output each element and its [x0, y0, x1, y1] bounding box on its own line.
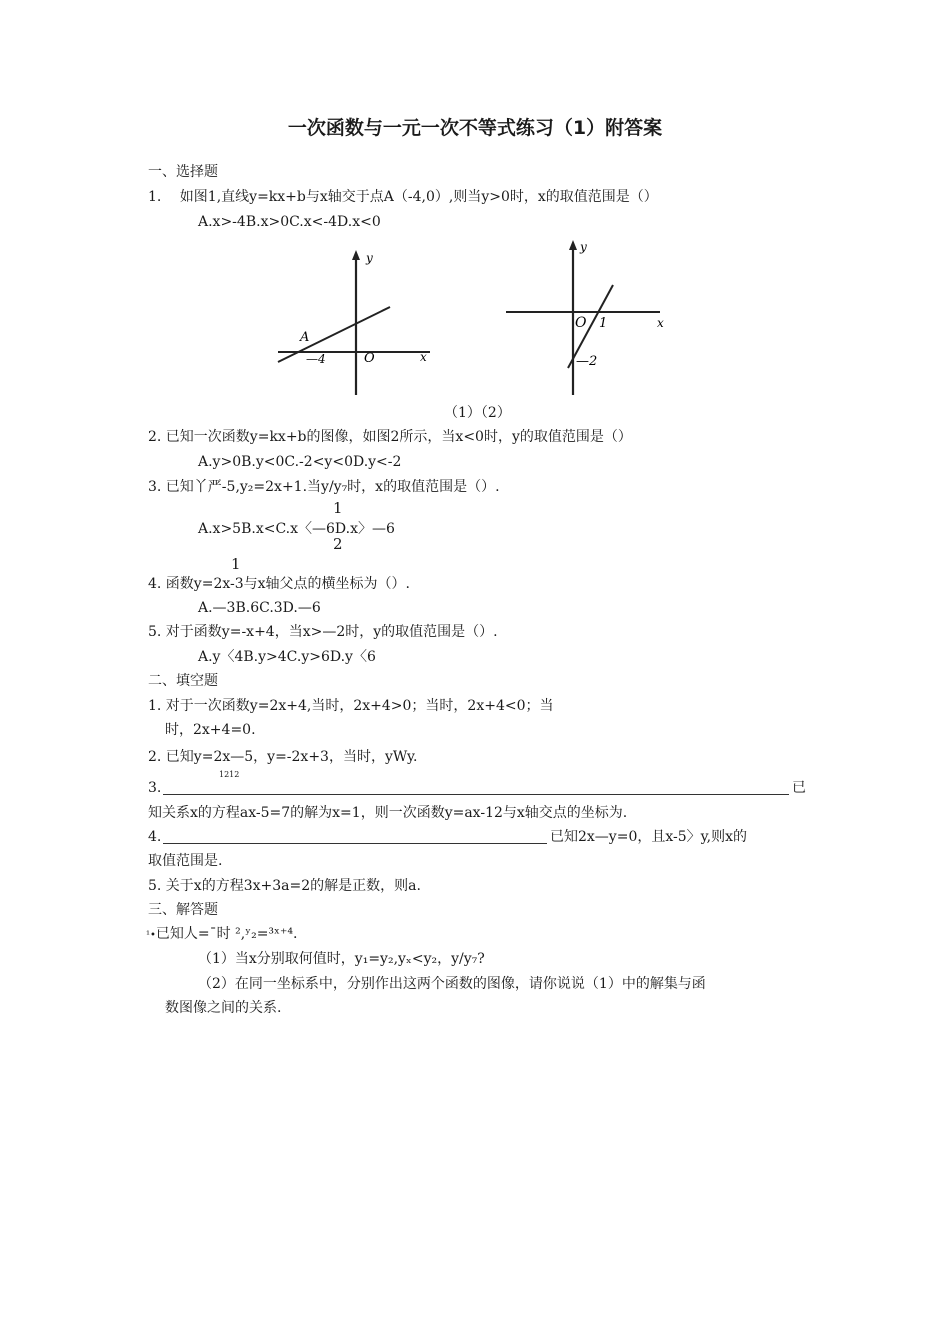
answer-1-part-2-cont: 数图像之间的关系.	[165, 1000, 282, 1016]
page-title: 一次函数与一元一次不等式练习（1）附答案	[287, 117, 663, 139]
fig1-x-label: x	[420, 350, 427, 364]
question-4-fraction: 1	[231, 555, 241, 573]
fig1-point-a: A	[300, 330, 310, 345]
fill-5: 5. 关于x的方程3x+3a=2的解是正数，则a.	[148, 878, 421, 894]
section-answer-heading: 三、解答题	[148, 902, 218, 918]
figure-caption: （1）（2）	[444, 405, 511, 421]
fill-3-blank	[163, 794, 789, 795]
fig2-origin: O	[575, 315, 587, 331]
question-4: 4. 函数y=2x-3与x轴父点的横坐标为（）.	[148, 576, 410, 592]
question-3-fraction-numerator: 1	[333, 499, 343, 517]
answer-1-part-2: （2）在同一坐标系中，分别作出这两个函数的图像，请你说说（1）中的解集与函	[198, 976, 706, 992]
question-1-options: A.x>-4B.x>0C.x<-4D.x<0	[198, 214, 381, 230]
answer-1-marker: ¹•	[146, 930, 156, 941]
fig1-y-label: y	[366, 251, 373, 265]
fig2-y-label: y	[580, 240, 587, 254]
fill-3-number: 3.	[148, 780, 162, 796]
fig2-y-tick: —2	[576, 354, 598, 369]
fill-4-end: 已知2x—y=0，且x-5〉y,则x的	[550, 829, 748, 845]
fig1-x-tick: —4	[306, 352, 326, 366]
fill-4-number: 4.	[148, 829, 162, 845]
question-2-options: A.y>0B.y<0C.-2<y<0D.y<-2	[198, 454, 402, 470]
answer-1-part-1: （1）当x分别取何值时，y₁=y₂,yₓ<y₂，y/y₇?	[198, 951, 485, 967]
fig2-x-tick: 1	[599, 316, 608, 331]
fill-4-cont: 取值范围是.	[148, 853, 223, 869]
question-4-options: A.—3B.6C.3D.—6	[198, 600, 321, 616]
question-1: 1. 如图1,直线y=kx+b与x轴交于点A（-4,0）,则当y>0时，x的取值范围是（）	[148, 189, 658, 205]
answer-1: 已知人=ˉ时 ²,ʸ₂=³ˣ⁺⁴.	[155, 926, 298, 942]
fill-4-blank	[163, 843, 547, 844]
figure-1-graph	[270, 245, 440, 400]
fill-2: 2. 已知y=2x—5，y=-2x+3，当时，yWy.	[148, 749, 418, 765]
fill-2-subscripts: 1212	[219, 770, 240, 779]
section-choice-heading: 一、选择题	[148, 164, 218, 180]
section-fill-heading: 二、填空题	[148, 673, 218, 689]
fill-3-cont: 知关系x的方程ax-5=7的解为x=1，则一次函数y=ax-12与x轴交点的坐标为.	[148, 805, 628, 821]
question-3: 3. 已知丫严-5,y₂=2x+1.当y/y₇时，x的取值范围是（）.	[148, 479, 500, 495]
question-5: 5. 对于函数y=-x+4，当x>—2时，y的取值范围是（）.	[148, 624, 498, 640]
figure-2-graph	[500, 235, 680, 400]
question-5-options: A.y〈4B.y>4C.y>6D.y〈6	[198, 649, 376, 665]
fill-1-cont: 时，2x+4=0.	[165, 722, 256, 738]
fig1-origin: O	[364, 351, 375, 366]
question-3-fraction-denominator: 2	[333, 535, 343, 553]
question-2: 2. 已知一次函数y=kx+b的图像，如图2所示，当x<0时，y的取值范围是（）	[148, 429, 632, 445]
fill-3-end: 已	[792, 780, 806, 796]
answer-1-line	[146, 925, 297, 945]
fig2-x-label: x	[657, 316, 664, 330]
fill-1: 1. 对于一次函数y=2x+4,当时，2x+4>0；当时，2x+4<0；当	[148, 698, 554, 714]
question-3-options: A.x>5B.x<C.x〈—6D.x〉—6	[198, 521, 395, 537]
